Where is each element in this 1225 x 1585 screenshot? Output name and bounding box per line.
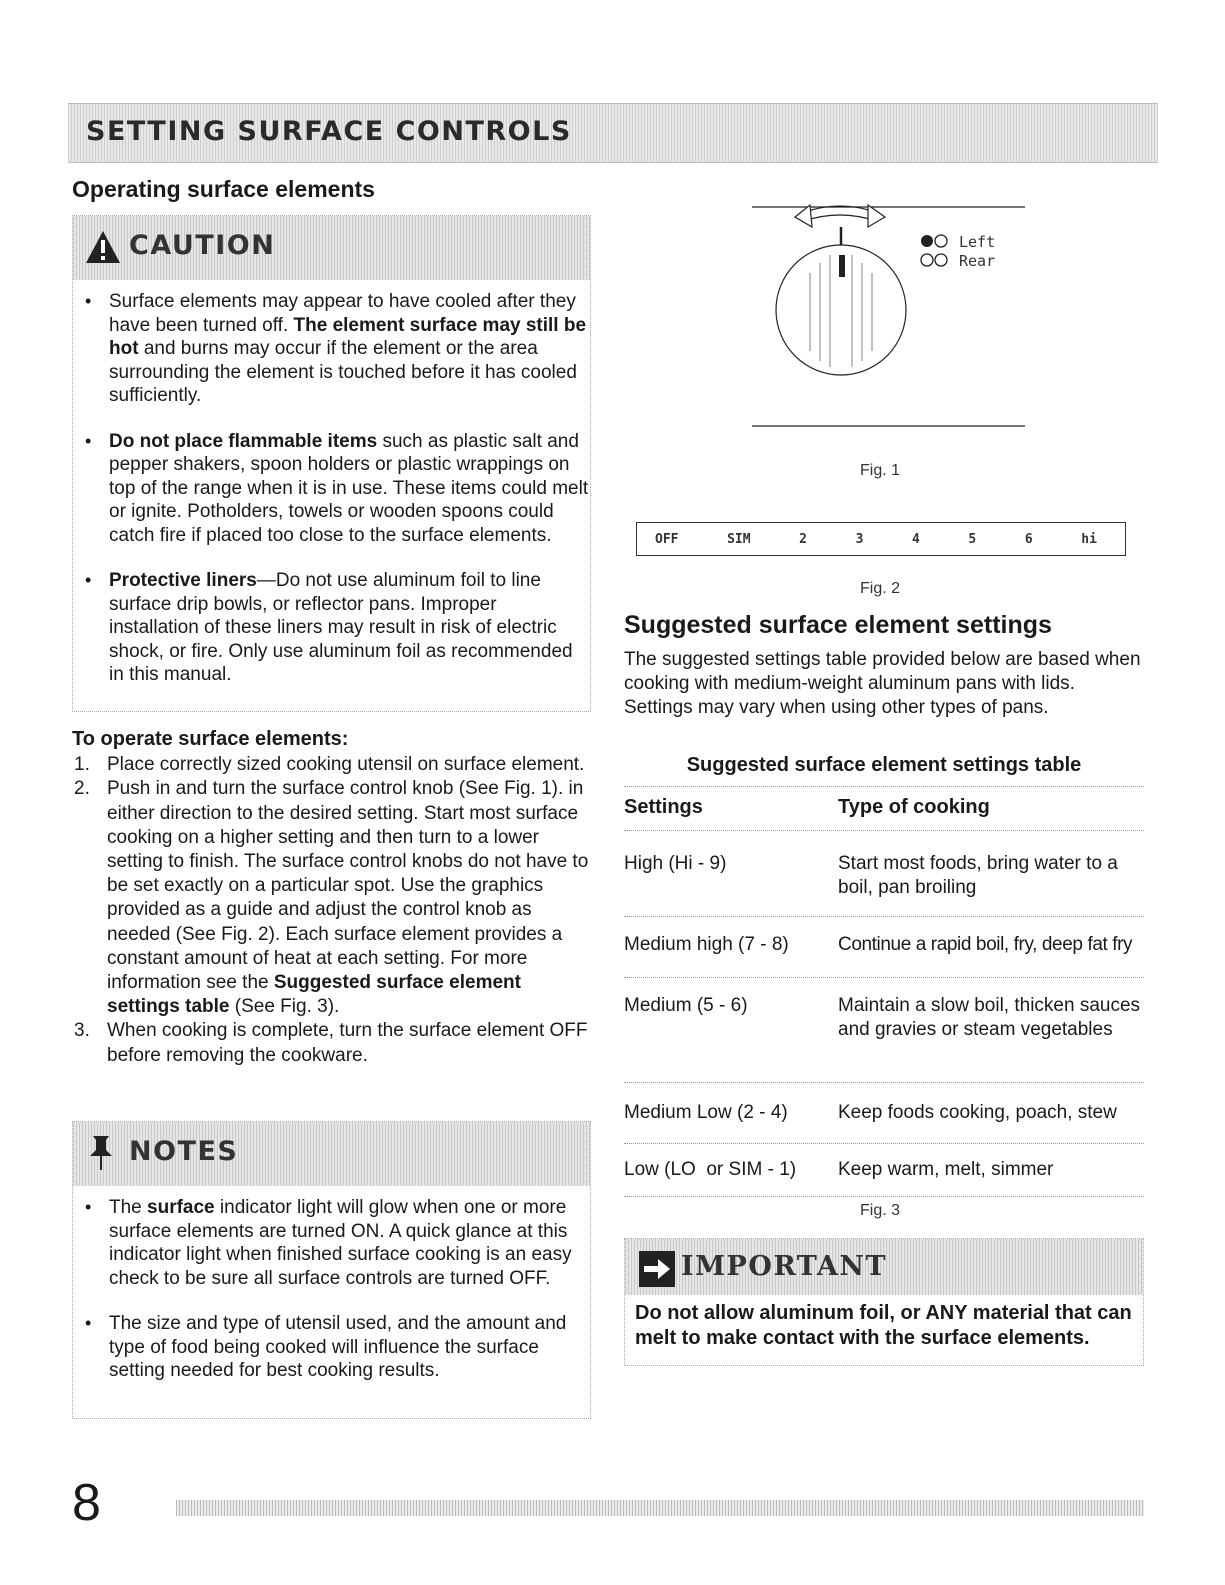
page-banner	[68, 103, 1158, 163]
operate-instructions	[72, 727, 592, 1068]
footer-bar	[176, 1500, 1144, 1516]
settings-table-title: Suggested surface element settings table	[686, 754, 1082, 776]
caution-list	[73, 290, 590, 687]
banner-title: SETTING SURFACE CONTROLS	[86, 116, 572, 147]
page-number: 8	[72, 1474, 101, 1532]
table-row: Medium Low (2 - 4) Keep foods cooking, poach, stew	[624, 1083, 1144, 1144]
arrow-right-icon	[639, 1251, 675, 1287]
important-title: IMPORTANT	[681, 1251, 888, 1282]
section-heading-suggested: Suggested surface element settings	[624, 611, 1052, 639]
warning-triangle-icon	[85, 230, 121, 264]
table-row: Medium high (7 - 8) Continue a rapid boil, fry, deep fat fry	[624, 917, 1144, 978]
table-header-row	[624, 786, 1144, 831]
rear-indicator-label: Rear	[959, 252, 996, 270]
notes-title: NOTES	[129, 1136, 239, 1167]
fig3-caption: Fig. 3	[860, 1202, 901, 1219]
caution-header	[73, 216, 590, 280]
note-item: • The size and type of utensil used, and the amount and type of food being cooked will influence the surface setting needed for best cooking results.	[73, 1312, 590, 1383]
step-1: 1. Place correctly sized cooking utensil on surface element.	[74, 754, 585, 776]
pushpin-icon	[87, 1134, 115, 1172]
scale-mark: 6	[1024, 531, 1033, 547]
notes-header	[73, 1122, 590, 1186]
fig2-caption: Fig. 2	[860, 580, 901, 597]
settings-table	[624, 786, 1144, 1197]
section-heading-operating: Operating surface elements	[72, 176, 375, 202]
header-type: Type of cooking	[838, 796, 990, 818]
caution-item: • Protective liners—Do not use aluminum foil to line surface drip bowls, or reflector pans. Improper installation of these liners may result in risk of electric shock, or fire. Only use aluminum foil as recommended in this manual.	[73, 569, 590, 687]
control-knob-illustration	[740, 185, 1040, 435]
note-item: • The surface indicator light will glow when one or more surface elements are turned ON. A quick glance at this indicator light when finished surface cooking is an easy check to be sure all surface controls are turned OFF.	[73, 1196, 590, 1290]
left-indicator-label: Left	[959, 233, 996, 251]
scale-mark: SIM	[727, 531, 751, 547]
header-settings: Settings	[624, 796, 703, 818]
scale-mark: 2	[799, 531, 807, 547]
table-row: Low (LO or SIM - 1) Keep warm, melt, simmer	[624, 1144, 1144, 1197]
table-row: High (Hi - 9) Start most foods, bring water to a boil, pan broiling	[624, 831, 1144, 917]
notes-box	[72, 1121, 591, 1419]
important-header	[625, 1239, 1143, 1295]
scale-mark: OFF	[655, 531, 679, 547]
scale-mark: hi	[1081, 531, 1097, 547]
step-3: 3. When cooking is complete, turn the surface element OFF before removing the cookware.	[74, 1020, 588, 1066]
setting-scale	[636, 522, 1126, 556]
caution-item: • Surface elements may appear to have cooled after they have been turned off. The element surface may still be hot and burns may occur if the element or the area surrounding the element is touched before it has cooled sufficiently.	[73, 290, 590, 408]
fig1-caption: Fig. 1	[860, 462, 901, 479]
step-2: 2. Push in and turn the surface control knob (See Fig. 1). in either direction to the desired setting. Start most surface cooking on a higher setting and then turn to a lower setting to finish. The surface control knobs do not have to be set exactly on a particular spot. Use the graphics provided as a guide and adjust the control knob as needed (See Fig. 2). Each surface element provides a constant amount of heat at each setting. For more information see the Suggested surface element settings table (See Fig. 3).	[74, 778, 589, 1018]
important-text: Do not allow aluminum foil, or ANY material that can melt to make contact with the surface elements.	[635, 1302, 1132, 1349]
operate-heading: To operate surface elements:	[72, 728, 349, 750]
scale-mark: 3	[855, 531, 864, 547]
scale-mark: 4	[912, 531, 920, 547]
scale-mark: 5	[968, 531, 977, 547]
table-row: Medium (5 - 6) Maintain a slow boil, thicken sauces and gravies or steam vegetables	[624, 978, 1144, 1083]
notes-list	[73, 1196, 590, 1383]
suggested-intro: The suggested settings table provided below are based when cooking with medium-weight aluminum pans with lids. Settings may vary when using other types of pans.	[624, 649, 1141, 718]
important-box	[624, 1238, 1144, 1366]
caution-box	[72, 215, 591, 712]
caution-item: • Do not place flammable items such as plastic salt and pepper shakers, spoon holders or plastic wrappings on top of the range when it is in use. These items could melt or ignite. Potholders, towels or wooden spoons could catch fire if placed too close to the surface elements.	[73, 430, 590, 548]
caution-title: CAUTION	[129, 230, 276, 261]
